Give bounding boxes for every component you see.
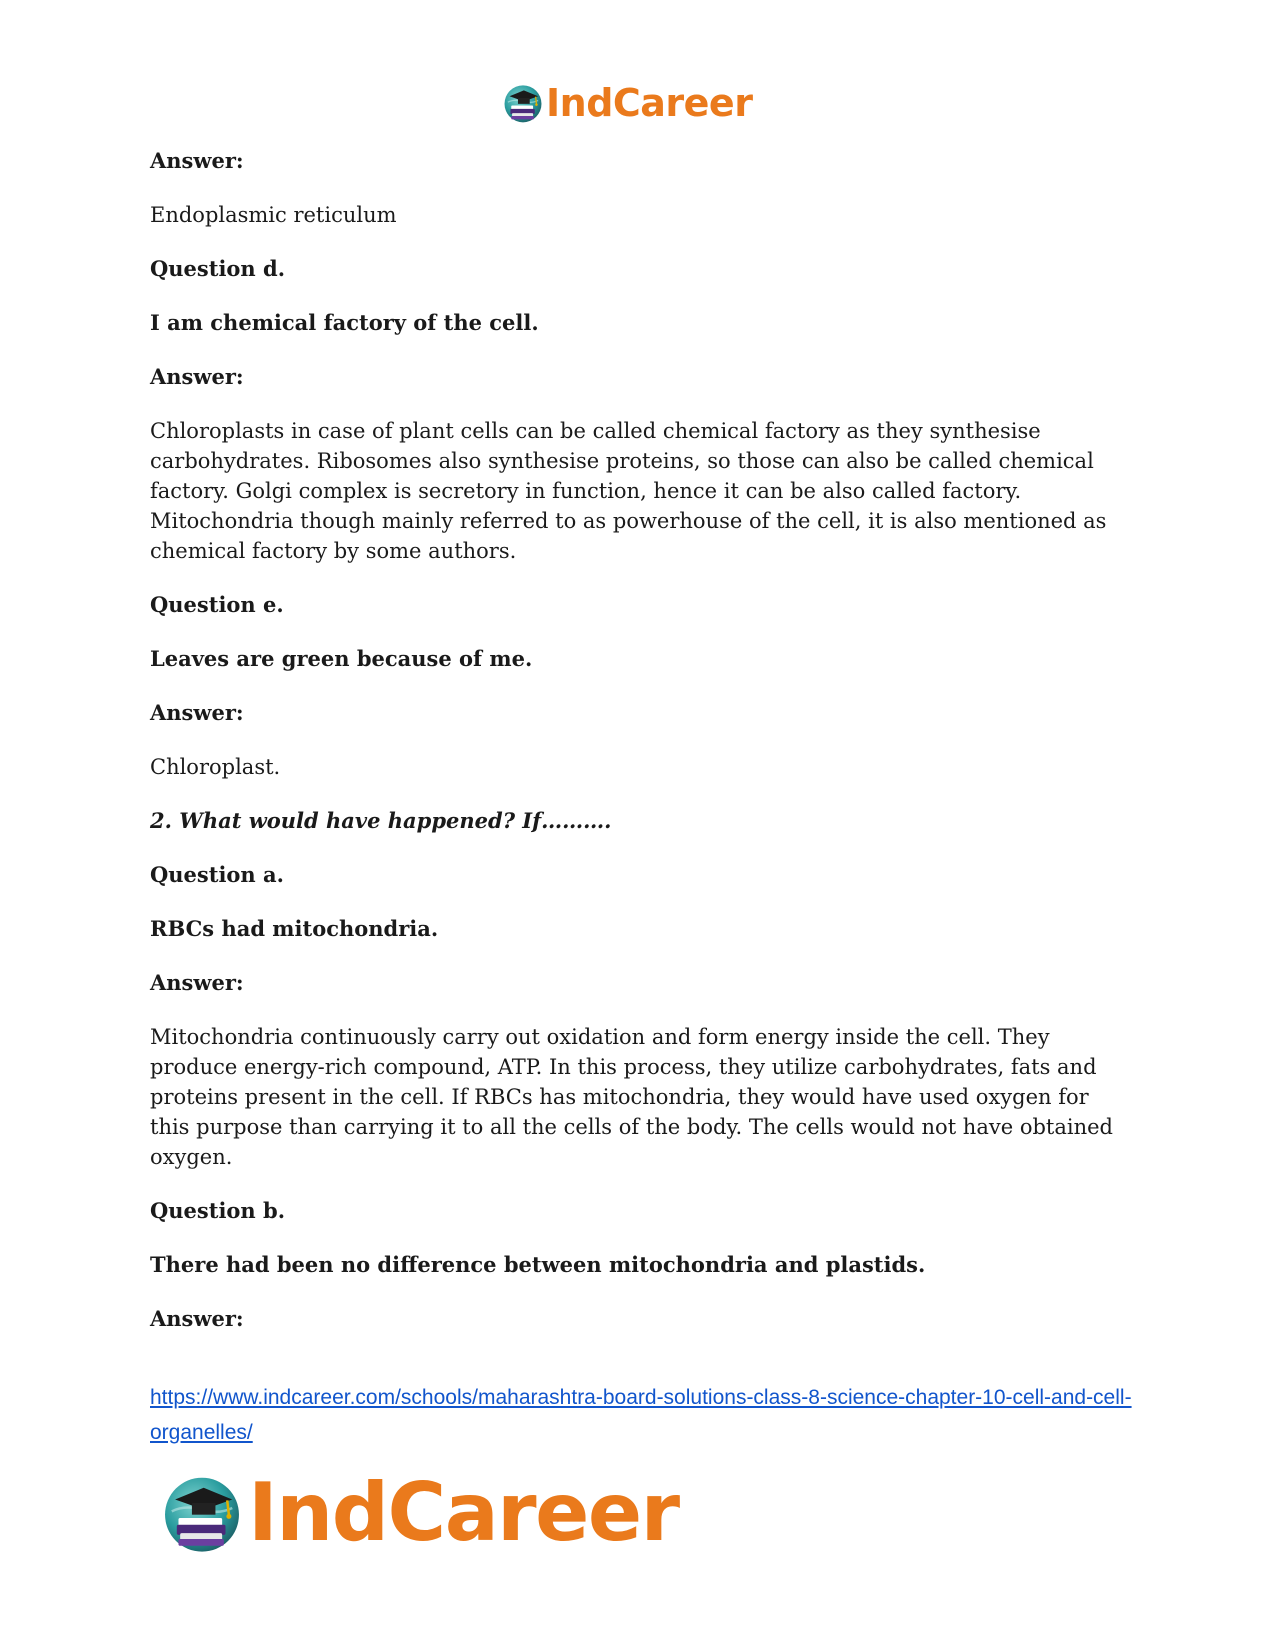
question-text: Leaves are green because of me. [150, 646, 533, 671]
footer-logo [160, 1468, 679, 1558]
answer-label: Answer: [150, 364, 244, 389]
answer-text: Chloroplasts in case of plant cells can be called chemical factory as they synthesise carbohydrates. Ribosomes also synthesise proteins, so those can also be called chemical factory. Golgi complex is secretory in function, hence it can be also called factory. Mitochondria though mainly referred to as powerhouse of the cell, it is also mentioned as chemical factory by some authors. [150, 419, 1107, 563]
question-label: Question d. [150, 256, 286, 281]
answer-text: Endoplasmic reticulum [150, 203, 397, 227]
question-text: RBCs had mitochondria. [150, 916, 439, 941]
question-text: There had been no difference between mitochondria and plastids. [150, 1252, 926, 1277]
question-label: Question b. [150, 1198, 286, 1223]
source-link[interactable]: https://www.indcareer.com/schools/maharashtra-board-solutions-class-8-science-chapter-10-cell-and-cell-organelles/ [150, 1386, 1132, 1444]
answer-label: Answer: [150, 700, 244, 725]
answer-text: Mitochondria continuously carry out oxidation and form energy inside the cell. They produce energy-rich compound, ATP. In this process, they utilize carbohydrates, fats and proteins present in the cell. If RBCs has mitochondria, they would have used oxygen for this purpose than carrying it to all the cells of the body. The cells would not have obtained oxygen. [150, 1025, 1113, 1169]
question-text: I am chemical factory of the cell. [150, 310, 539, 335]
answer-text: Chloroplast. [150, 755, 281, 779]
section-heading: 2. What would have happened? If………. [150, 808, 612, 833]
logo-text: IndCareer [248, 1466, 679, 1559]
answer-label: Answer: [150, 148, 244, 173]
answer-label: Answer: [150, 1306, 244, 1331]
answer-label: Answer: [150, 970, 244, 995]
logo-emblem-icon [160, 1471, 244, 1555]
header-logo [502, 80, 752, 126]
question-label: Question a. [150, 862, 284, 887]
document-body [150, 146, 1130, 1334]
question-label: Question e. [150, 592, 284, 617]
logo-text: IndCareer [546, 81, 753, 125]
logo-emblem-icon [502, 82, 544, 124]
